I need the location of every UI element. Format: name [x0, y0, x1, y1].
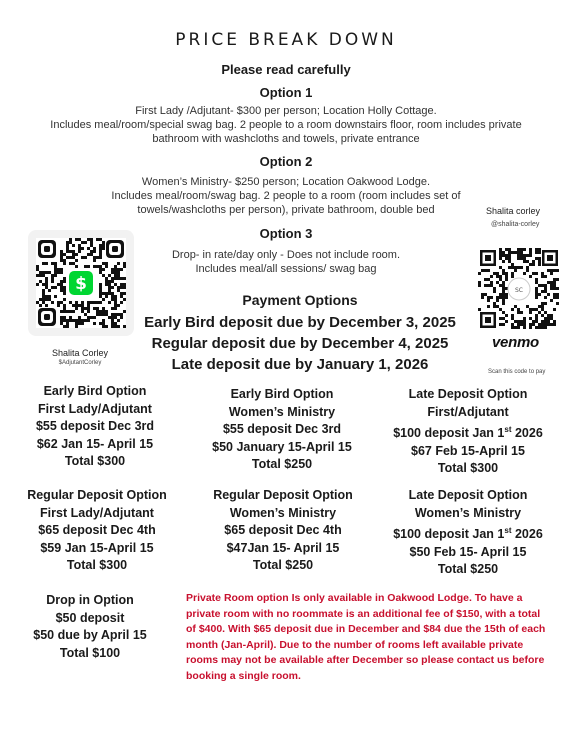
- option-deposit: $100 deposit Jan 1st 2026: [393, 425, 543, 441]
- option-audience: First Lady/Adjutant: [38, 401, 152, 416]
- option-1-line: Includes meal/room/special swag bag. 2 people to a room downstairs floor, room includes private: [50, 119, 522, 131]
- payment-options-heading: Payment Options: [242, 292, 358, 308]
- option-label: Regular Deposit Option: [27, 488, 167, 502]
- option-2-line: Women’s Ministry- $250 person; Location Oakwood Lodge.: [141, 176, 431, 188]
- option-label: Late Deposit Option: [408, 387, 528, 401]
- option-deposit: $100 deposit Jan 1st 2026: [393, 526, 543, 542]
- option-2-heading: Option 2: [259, 154, 313, 169]
- option-audience: Women’s Ministry: [414, 505, 522, 520]
- cashapp-qr-card[interactable]: [28, 230, 134, 336]
- option-installment: $50 Feb 15- April 15: [409, 544, 527, 559]
- option-total: Total $300: [437, 461, 499, 476]
- option-label: Early Bird Option: [43, 384, 147, 398]
- option-total: Total $250: [252, 558, 314, 572]
- drop-in-option: [0, 592, 180, 662]
- option-installment: $47Jan 15- April 15: [226, 540, 340, 555]
- venmo-name: Shalita corley: [486, 206, 541, 216]
- option-total: Total $250: [437, 562, 499, 577]
- option-total: Total $100: [59, 645, 121, 660]
- option-installment: $50 January 15-April 15: [212, 439, 352, 454]
- avatar-initials: SC: [515, 287, 523, 294]
- late-deposit-womens-ministry-option: [378, 487, 558, 579]
- option-installment: $62 Jan 15- April 15: [36, 436, 154, 451]
- option-2-line: Includes meal/room/swag bag. 2 people to a room (room includes set of: [111, 190, 461, 202]
- regular-first-lady-option: [7, 487, 187, 575]
- option-2-line: towels/washcloths per person), private bathroom, double bed: [137, 204, 435, 216]
- cashapp-name: Shalita Corley: [51, 348, 109, 358]
- option-3-line: Includes meal/all sessions/ swag bag: [195, 263, 377, 275]
- venmo-scan-text: Scan this code to pay: [488, 369, 546, 375]
- payment-deadline-late: Late deposit due by January 1, 2026: [171, 356, 429, 373]
- option-3-line: Drop- in rate/day only - Does not include room.: [171, 249, 401, 261]
- early-bird-womens-ministry-option: [192, 386, 372, 474]
- option-deposit: $65 deposit Dec 4th: [38, 523, 156, 537]
- page-title: PRICE BREAK DOWN: [175, 30, 397, 50]
- regular-womens-ministry-option: [193, 487, 373, 575]
- option-audience: Women’s Ministry: [229, 505, 337, 520]
- option-1-description: [0, 104, 572, 146]
- cashapp-qr-code[interactable]: [36, 238, 126, 328]
- venmo-handle: @shalita-corley: [491, 221, 540, 228]
- subtitle: Please read carefully: [221, 62, 351, 77]
- venmo-logo: venmo: [492, 334, 539, 351]
- payment-deadline-early: Early Bird deposit due by December 3, 2025: [144, 314, 456, 331]
- option-total: Total $300: [66, 558, 128, 572]
- cashapp-handle: $AdjutantCorley: [58, 360, 102, 366]
- option-label: Early Bird Option: [230, 387, 334, 401]
- option-1-line: bathroom with washcloths and towels, private entrance: [152, 133, 420, 145]
- dollar-sign-icon: $: [75, 274, 87, 294]
- option-label: Late Deposit Option: [408, 488, 528, 502]
- option-audience: First/Adjutant: [427, 404, 509, 419]
- late-deposit-first-adjutant-option: [378, 386, 558, 478]
- payment-deadline-regular: Regular deposit due by December 4, 2025: [151, 335, 449, 352]
- option-label: Regular Deposit Option: [213, 488, 353, 502]
- option-installment: $59 Jan 15-April 15: [40, 540, 154, 555]
- option-3-description: [120, 248, 452, 276]
- option-deposit: $55 deposit Dec 3rd: [35, 419, 155, 433]
- option-deposit: $50 deposit: [55, 610, 125, 625]
- option-label: Drop in Option: [46, 593, 134, 607]
- option-installment: $67 Feb 15-April 15: [411, 443, 525, 458]
- early-bird-first-lady-option: [5, 383, 185, 471]
- option-audience: Women’s Ministry: [228, 404, 336, 419]
- option-2-description: [60, 175, 512, 217]
- option-deposit: $65 deposit Dec 4th: [224, 523, 342, 537]
- option-total: Total $250: [251, 457, 313, 471]
- option-installment: $50 due by April 15: [33, 628, 147, 642]
- option-total: Total $300: [64, 454, 126, 468]
- option-3-heading: Option 3: [259, 226, 313, 241]
- option-audience: First Lady/Adjutant: [40, 505, 154, 520]
- option-deposit: $55 deposit Dec 3rd: [222, 422, 342, 436]
- option-1-line: First Lady /Adjutant- $300 per person; Location Holly Cottage.: [135, 105, 437, 117]
- payment-deadlines: [130, 312, 470, 375]
- venmo-qr-code[interactable]: [478, 248, 560, 330]
- private-room-note: Private Room option Is only available in Oakwood Lodge. To have a private room with no roommate is an additional fee of $150, with a total of $400. With $65 deposit due in December and $84 due the 15th of each month (Jan-April). Due to the number of rooms left available private rooms may not be available after December so please contact us before booking a single room.: [186, 592, 546, 682]
- option-1-heading: Option 1: [259, 85, 313, 100]
